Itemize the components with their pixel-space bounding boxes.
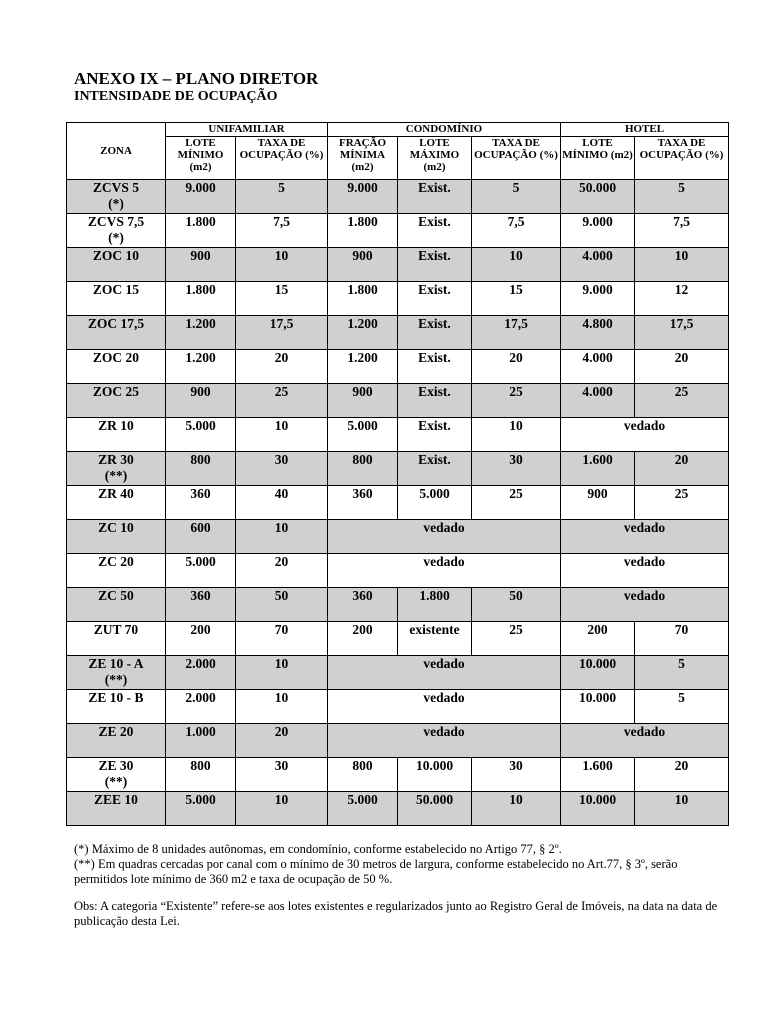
con-fracao-minima-header: FRAÇÃO MÍNIMA (m2) [328,137,398,180]
zona-cell: ZC 50 [67,588,166,622]
hot-taxa-ocupacao-header: TAXA DE OCUPAÇÃO (%) [635,137,729,180]
con-taxa-ocupacao-cell: 30 [472,758,561,792]
hot-taxa-ocupacao-cell: 25 [635,384,729,418]
con-lote-maximo-cell: Exist. [398,316,472,350]
zona-cell: ZEE 10 [67,792,166,826]
hot-taxa-ocupacao-cell: 5 [635,656,729,690]
hot-taxa-ocupacao-cell: 7,5 [635,214,729,248]
uni-taxa-ocupacao-cell: 10 [236,792,328,826]
con-taxa-ocupacao-cell: 5 [472,180,561,214]
con-lote-maximo-cell: 10.000 [398,758,472,792]
con-taxa-ocupacao-cell: 50 [472,588,561,622]
uni-lote-minimo-cell: 5.000 [166,418,236,452]
zona-cell: ZR 10 [67,418,166,452]
zona-cell: ZOC 25 [67,384,166,418]
condominio-vedado-cell: vedado [328,724,561,758]
uni-taxa-ocupacao-cell: 5 [236,180,328,214]
table-subheader-row [67,137,729,180]
condominio-group-header: CONDOMÍNIO [328,123,561,137]
con-lote-maximo-cell: Exist. [398,418,472,452]
uni-lote-minimo-cell: 1.200 [166,316,236,350]
uni-lote-minimo-cell: 800 [166,758,236,792]
con-taxa-ocupacao-cell: 25 [472,622,561,656]
zona-column-header: ZONA [67,123,166,180]
hotel-vedado-cell: vedado [561,418,729,452]
document-title: ANEXO IX – PLANO DIRETOR [74,69,319,88]
uni-lote-minimo-cell: 900 [166,384,236,418]
zona-cell: ZOC 15 [67,282,166,316]
table-group-header-row [67,123,729,137]
zona-cell: ZUT 70 [67,622,166,656]
con-fracao-minima-cell: 900 [328,248,398,282]
condominio-vedado-cell: vedado [328,656,561,690]
table-row [67,622,729,656]
hot-lote-minimo-header: LOTE MÍNIMO (m2) [561,137,635,180]
con-lote-maximo-cell: Exist. [398,282,472,316]
con-fracao-minima-cell: 1.200 [328,316,398,350]
hot-taxa-ocupacao-cell: 10 [635,248,729,282]
hotel-vedado-cell: vedado [561,520,729,554]
con-taxa-ocupacao-cell: 25 [472,384,561,418]
hot-taxa-ocupacao-cell: 70 [635,622,729,656]
con-taxa-ocupacao-header: TAXA DE OCUPAÇÃO (%) [472,137,561,180]
table-row [67,588,729,622]
con-fracao-minima-cell: 1.200 [328,350,398,384]
table-row [67,384,729,418]
hot-lote-minimo-cell: 200 [561,622,635,656]
zona-cell: ZC 10 [67,520,166,554]
zona-cell: ZC 20 [67,554,166,588]
zona-cell: ZCVS 5 (*) [67,180,166,214]
uni-taxa-ocupacao-cell: 10 [236,248,328,282]
zona-cell: ZE 20 [67,724,166,758]
hotel-vedado-cell: vedado [561,588,729,622]
con-fracao-minima-cell: 5.000 [328,418,398,452]
con-lote-maximo-cell: 5.000 [398,486,472,520]
footnote-double-asterisk: (**) Em quadras cercadas por canal com o mínimo de 30 metros de largura, conforme estabelecido no Art.77, § 3º, serão permitidos lote mínimo de 360 m2 e taxa de ocupação de 50 %. [74,857,678,886]
uni-taxa-ocupacao-cell: 50 [236,588,328,622]
hotel-group-header: HOTEL [561,123,729,137]
table-row [67,452,729,486]
con-lote-maximo-cell: Exist. [398,248,472,282]
table-row [67,248,729,282]
con-fracao-minima-cell: 360 [328,486,398,520]
con-fracao-minima-cell: 9.000 [328,180,398,214]
hot-taxa-ocupacao-cell: 5 [635,180,729,214]
zona-cell: ZR 40 [67,486,166,520]
table-row [67,656,729,690]
hotel-vedado-cell: vedado [561,554,729,588]
hot-lote-minimo-cell: 9.000 [561,282,635,316]
con-fracao-minima-cell: 360 [328,588,398,622]
footnotes [74,842,724,929]
uni-lote-minimo-cell: 5.000 [166,792,236,826]
con-lote-maximo-cell: Exist. [398,384,472,418]
uni-lote-minimo-cell: 2.000 [166,656,236,690]
uni-lote-minimo-cell: 800 [166,452,236,486]
hotel-vedado-cell: vedado [561,724,729,758]
hot-taxa-ocupacao-cell: 12 [635,282,729,316]
con-taxa-ocupacao-cell: 15 [472,282,561,316]
uni-taxa-ocupacao-header: TAXA DE OCUPAÇÃO (%) [236,137,328,180]
document-subtitle: INTENSIDADE DE OCUPAÇÃO [74,89,278,104]
hot-taxa-ocupacao-cell: 5 [635,690,729,724]
con-lote-maximo-header: LOTE MÁXIMO (m2) [398,137,472,180]
con-fracao-minima-cell: 1.800 [328,214,398,248]
table-row [67,724,729,758]
occupancy-table [66,122,729,826]
zona-cell: ZOC 17,5 [67,316,166,350]
con-taxa-ocupacao-cell: 10 [472,248,561,282]
zona-cell: ZOC 20 [67,350,166,384]
con-taxa-ocupacao-cell: 10 [472,792,561,826]
uni-lote-minimo-cell: 1.800 [166,214,236,248]
hot-lote-minimo-cell: 1.600 [561,758,635,792]
con-taxa-ocupacao-cell: 7,5 [472,214,561,248]
hot-lote-minimo-cell: 4.000 [561,248,635,282]
uni-taxa-ocupacao-cell: 30 [236,452,328,486]
table-row [67,758,729,792]
uni-lote-minimo-cell: 360 [166,486,236,520]
table-row [67,282,729,316]
hot-lote-minimo-cell: 10.000 [561,690,635,724]
uni-lote-minimo-cell: 600 [166,520,236,554]
uni-taxa-ocupacao-cell: 20 [236,350,328,384]
uni-taxa-ocupacao-cell: 17,5 [236,316,328,350]
table-row [67,792,729,826]
hot-lote-minimo-cell: 10.000 [561,792,635,826]
table-row [67,214,729,248]
con-taxa-ocupacao-cell: 17,5 [472,316,561,350]
hot-taxa-ocupacao-cell: 10 [635,792,729,826]
footnote-single-asterisk: (*) Máximo de 8 unidades autônomas, em condomínio, conforme estabelecido no Artigo 77, § 2º. [74,842,562,856]
table-row [67,350,729,384]
zona-cell: ZE 10 - A (**) [67,656,166,690]
uni-lote-minimo-cell: 9.000 [166,180,236,214]
con-fracao-minima-cell: 800 [328,452,398,486]
con-lote-maximo-cell: 1.800 [398,588,472,622]
table-row [67,180,729,214]
con-fracao-minima-cell: 200 [328,622,398,656]
condominio-vedado-cell: vedado [328,690,561,724]
condominio-vedado-cell: vedado [328,554,561,588]
uni-lote-minimo-cell: 1.200 [166,350,236,384]
con-fracao-minima-cell: 900 [328,384,398,418]
uni-taxa-ocupacao-cell: 10 [236,520,328,554]
con-lote-maximo-cell: Exist. [398,180,472,214]
hot-lote-minimo-cell: 900 [561,486,635,520]
con-fracao-minima-cell: 5.000 [328,792,398,826]
uni-taxa-ocupacao-cell: 30 [236,758,328,792]
uni-lote-minimo-cell: 200 [166,622,236,656]
con-taxa-ocupacao-cell: 10 [472,418,561,452]
con-fracao-minima-cell: 800 [328,758,398,792]
uni-taxa-ocupacao-cell: 7,5 [236,214,328,248]
zona-cell: ZOC 10 [67,248,166,282]
zona-cell: ZE 30 (**) [67,758,166,792]
con-lote-maximo-cell: Exist. [398,350,472,384]
hot-lote-minimo-cell: 1.600 [561,452,635,486]
hot-taxa-ocupacao-cell: 20 [635,758,729,792]
uni-taxa-ocupacao-cell: 10 [236,690,328,724]
uni-taxa-ocupacao-cell: 40 [236,486,328,520]
hot-lote-minimo-cell: 50.000 [561,180,635,214]
hot-taxa-ocupacao-cell: 17,5 [635,316,729,350]
hot-taxa-ocupacao-cell: 20 [635,350,729,384]
uni-lote-minimo-cell: 2.000 [166,690,236,724]
uni-lote-minimo-cell: 1.000 [166,724,236,758]
uni-taxa-ocupacao-cell: 20 [236,724,328,758]
hot-lote-minimo-cell: 10.000 [561,656,635,690]
uni-taxa-ocupacao-cell: 10 [236,656,328,690]
unifamiliar-group-header: UNIFAMILIAR [166,123,328,137]
uni-lote-minimo-cell: 900 [166,248,236,282]
con-taxa-ocupacao-cell: 25 [472,486,561,520]
hot-taxa-ocupacao-cell: 20 [635,452,729,486]
observation-note: Obs: A categoria “Existente” refere-se aos lotes existentes e regularizados junto ao Registro Geral de Imóveis, na data na data de publicação desta Lei. [74,899,718,928]
uni-taxa-ocupacao-cell: 70 [236,622,328,656]
table-row [67,418,729,452]
uni-lote-minimo-cell: 1.800 [166,282,236,316]
table-row [67,690,729,724]
table-row [67,486,729,520]
table-body [67,180,729,826]
con-taxa-ocupacao-cell: 20 [472,350,561,384]
con-lote-maximo-cell: Exist. [398,452,472,486]
hot-lote-minimo-cell: 4.000 [561,350,635,384]
table-row [67,520,729,554]
hot-lote-minimo-cell: 4.000 [561,384,635,418]
uni-taxa-ocupacao-cell: 25 [236,384,328,418]
con-lote-maximo-cell: Exist. [398,214,472,248]
uni-taxa-ocupacao-cell: 15 [236,282,328,316]
con-fracao-minima-cell: 1.800 [328,282,398,316]
con-lote-maximo-cell: 50.000 [398,792,472,826]
hot-lote-minimo-cell: 4.800 [561,316,635,350]
zona-cell: ZCVS 7,5 (*) [67,214,166,248]
con-lote-maximo-cell: existente [398,622,472,656]
uni-lote-minimo-cell: 360 [166,588,236,622]
uni-taxa-ocupacao-cell: 10 [236,418,328,452]
hot-lote-minimo-cell: 9.000 [561,214,635,248]
table-row [67,554,729,588]
hot-taxa-ocupacao-cell: 25 [635,486,729,520]
zona-cell: ZR 30 (**) [67,452,166,486]
uni-taxa-ocupacao-cell: 20 [236,554,328,588]
table-row [67,316,729,350]
zona-cell: ZE 10 - B [67,690,166,724]
con-taxa-ocupacao-cell: 30 [472,452,561,486]
condominio-vedado-cell: vedado [328,520,561,554]
uni-lote-minimo-cell: 5.000 [166,554,236,588]
uni-lote-minimo-header: LOTE MÍNIMO (m2) [166,137,236,180]
